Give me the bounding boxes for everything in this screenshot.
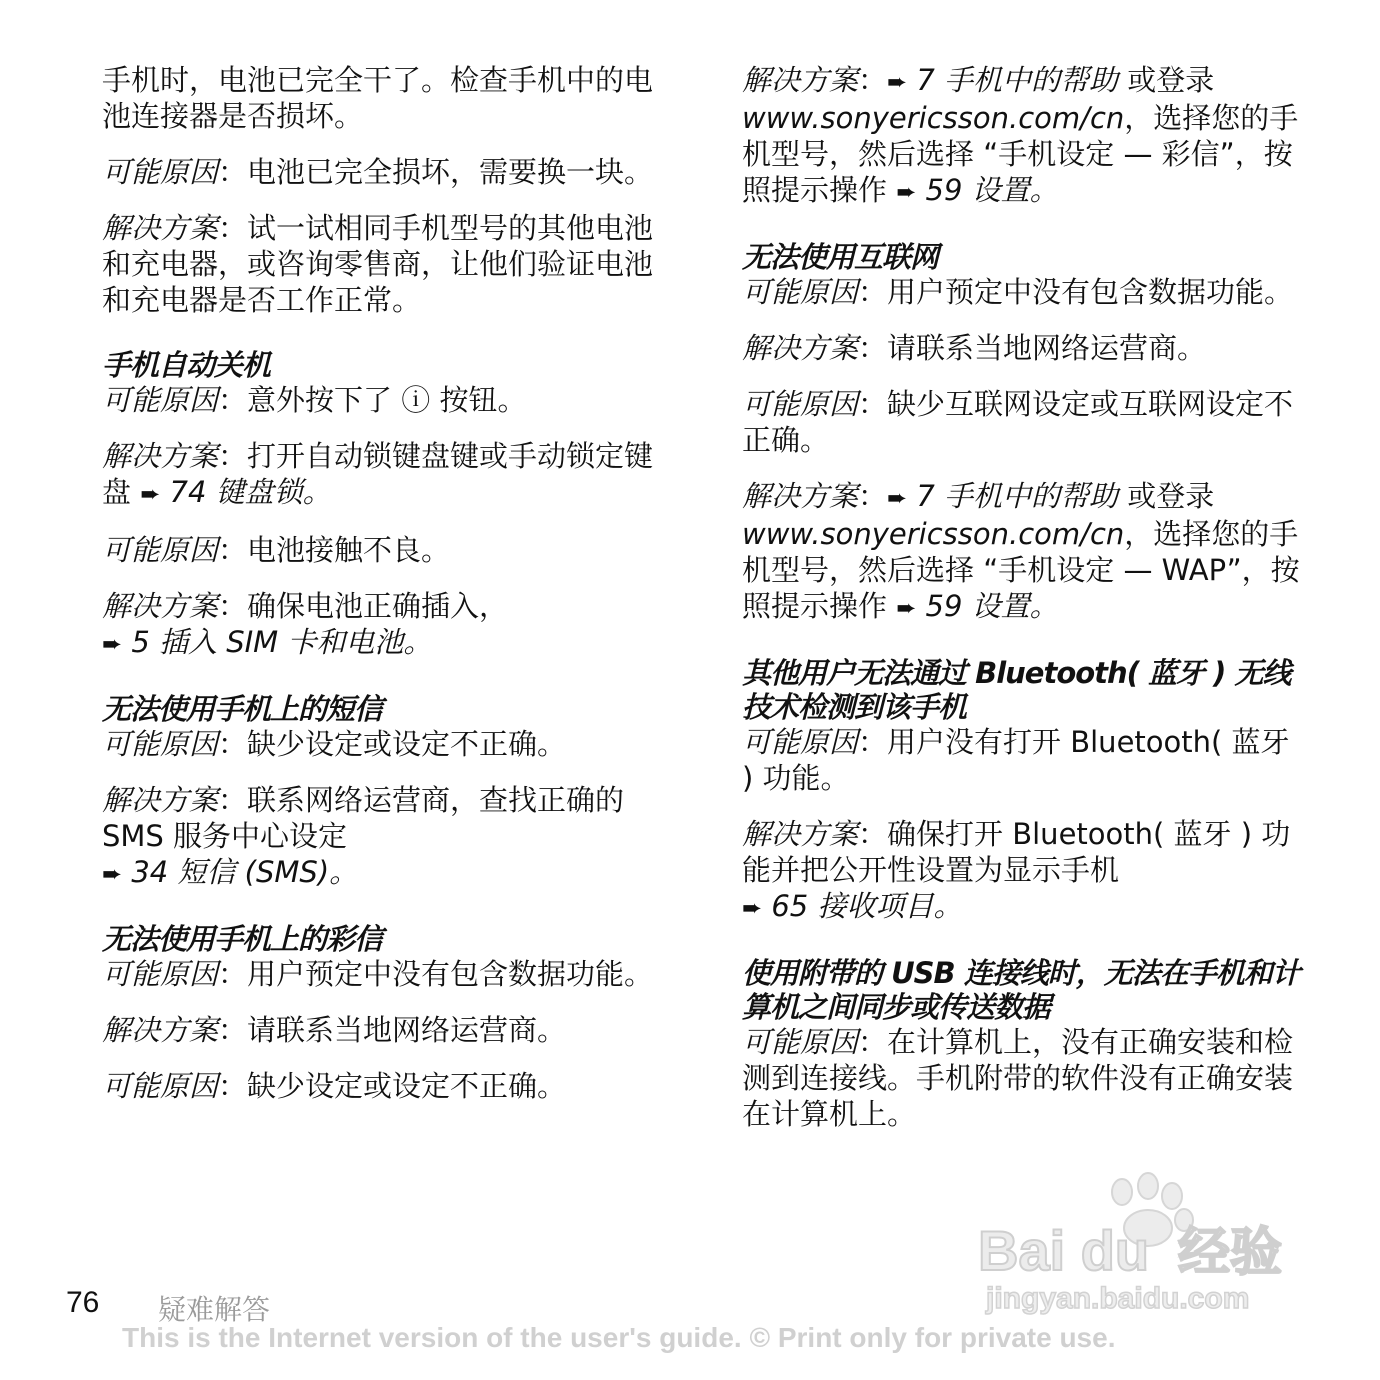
paragraph bbox=[102, 532, 662, 568]
arrow-right-icon: ➨ bbox=[887, 68, 908, 96]
arrow-right-icon: ➨ bbox=[896, 594, 917, 622]
paragraph bbox=[102, 588, 662, 662]
paragraph-text: ，选择您的手机型号，然后选择 “手机设定 — WAP”，按照提示操作 bbox=[742, 517, 1300, 623]
arrow-right-icon: ➨ bbox=[887, 484, 908, 512]
right-column bbox=[742, 62, 1302, 1152]
paragraph-text: 或登录 bbox=[1118, 63, 1215, 97]
solution-label: 解决方案 bbox=[742, 817, 859, 851]
arrow-right-icon: ➨ bbox=[102, 860, 123, 888]
solution-label: 解决方案 bbox=[742, 63, 859, 97]
paragraph-text: ：试一试相同手机型号的其他电池和充电器，或咨询零售商，让他们验证电池和充电器是否工作正常。 bbox=[102, 211, 654, 317]
section-name: 疑难解答 bbox=[158, 1293, 271, 1326]
paragraph-text: 手机时，电池已完全干了。检查手机中的电池连接器是否损坏。 bbox=[102, 63, 654, 133]
paragraph-text: ：确保打开 Bluetooth( 蓝牙 ) 功能并把公开性设置为显示手机 bbox=[742, 817, 1291, 887]
paragraph-text: ：意外按下了 ⓘ 按钮。 bbox=[218, 383, 527, 417]
paragraph bbox=[102, 382, 662, 418]
section-heading: 无法使用互联网 bbox=[742, 240, 939, 274]
paragraph-text: ：打开自动锁键盘键或手动锁定键盘 bbox=[102, 439, 654, 509]
paragraph bbox=[742, 330, 1302, 366]
paragraph bbox=[102, 210, 662, 318]
section-heading: 手机自动关机 bbox=[102, 348, 271, 382]
arrow-right-icon: ➨ bbox=[102, 630, 123, 658]
section-heading: 无法使用手机上的短信 bbox=[102, 692, 383, 726]
paragraph bbox=[742, 274, 1302, 310]
cross-reference: 34 短信 (SMS)。 bbox=[122, 855, 359, 889]
cause-label: 可能原因 bbox=[742, 387, 859, 421]
paragraph bbox=[742, 1024, 1302, 1132]
paragraph-text: ：用户没有打开 Bluetooth( 蓝牙 ) 功能。 bbox=[742, 725, 1290, 795]
cross-reference: 5 插入 SIM 卡和电池。 bbox=[122, 625, 433, 659]
paragraph-text: ：电池接触不良。 bbox=[218, 533, 451, 567]
footer-notice: This is the Internet version of the user's guide. © Print only for private use. bbox=[122, 1322, 1116, 1353]
cross-reference: 7 手机中的帮助 bbox=[907, 63, 1119, 97]
svg-text:Bai du: Bai du bbox=[978, 1219, 1150, 1282]
paragraph bbox=[102, 1068, 662, 1104]
paragraph-text: ：用户预定中没有包含数据功能。 bbox=[858, 275, 1294, 309]
arrow-right-icon: ➨ bbox=[742, 894, 763, 922]
paragraph-text: ：确保电池正确插入， bbox=[218, 589, 509, 623]
section-heading: 无法使用手机上的彩信 bbox=[102, 922, 383, 956]
section-heading: 其他用户无法通过 Bluetooth( 蓝牙 ) 无线技术检测到该手机 bbox=[742, 656, 1291, 724]
cross-reference: 59 设置。 bbox=[916, 589, 1059, 623]
paragraph bbox=[102, 154, 662, 190]
paragraph bbox=[742, 386, 1302, 458]
cause-label: 可能原因 bbox=[102, 533, 219, 567]
section-heading: 使用附带的 USB 连接线时，无法在手机和计算机之间同步或传送数据 bbox=[742, 956, 1300, 1024]
paragraph bbox=[102, 956, 662, 992]
cause-label: 可能原因 bbox=[102, 155, 219, 189]
paragraph-text: ： bbox=[858, 63, 888, 97]
paragraph bbox=[742, 816, 1302, 926]
paragraph-text: ：请联系当地网络运营商。 bbox=[218, 1013, 567, 1047]
paragraph bbox=[742, 478, 1302, 626]
solution-label: 解决方案 bbox=[742, 479, 859, 513]
paragraph bbox=[742, 724, 1302, 796]
cause-label: 可能原因 bbox=[742, 1025, 859, 1059]
arrow-right-icon: ➨ bbox=[896, 178, 917, 206]
paragraph-text: ： bbox=[858, 479, 888, 513]
website-link[interactable]: www.sonyericsson.com/cn bbox=[742, 101, 1125, 135]
paragraph bbox=[742, 62, 1302, 210]
cross-reference: 59 设置。 bbox=[916, 173, 1059, 207]
solution-label: 解决方案 bbox=[102, 439, 219, 473]
solution-label: 解决方案 bbox=[742, 331, 859, 365]
solution-label: 解决方案 bbox=[102, 783, 219, 817]
solution-label: 解决方案 bbox=[102, 1013, 219, 1047]
cause-label: 可能原因 bbox=[102, 957, 219, 991]
cross-reference: 65 接收项目。 bbox=[762, 889, 963, 923]
paragraph-text: ：联系网络运营商，查找正确的 SMS 服务中心设定 bbox=[102, 783, 625, 853]
left-column bbox=[102, 62, 662, 1124]
cause-label: 可能原因 bbox=[102, 383, 219, 417]
cross-reference: 7 手机中的帮助 bbox=[907, 479, 1119, 513]
paragraph-text: ：缺少设定或设定不正确。 bbox=[218, 727, 567, 761]
solution-label: 解决方案 bbox=[102, 211, 219, 245]
paragraph-text: ：电池已完全损坏，需要换一块。 bbox=[218, 155, 654, 189]
baidu-jingyan-watermark bbox=[972, 1170, 1302, 1320]
arrow-right-icon: ➨ bbox=[140, 480, 161, 508]
paragraph bbox=[102, 62, 662, 134]
paragraph-text: ：在计算机上，没有正确安装和检测到连接线。手机附带的软件没有正确安装在计算机上。 bbox=[742, 1025, 1294, 1131]
paragraph-text: 或登录 bbox=[1118, 479, 1215, 513]
paragraph bbox=[102, 438, 662, 512]
cause-label: 可能原因 bbox=[742, 275, 859, 309]
cause-label: 可能原因 bbox=[102, 727, 219, 761]
svg-text:jingyan.baidu.com: jingyan.baidu.com bbox=[986, 1282, 1250, 1315]
paragraph-text: ：缺少互联网设定或互联网设定不正确。 bbox=[742, 387, 1294, 457]
paragraph-text: ：缺少设定或设定不正确。 bbox=[218, 1069, 567, 1103]
paragraph-text: ：用户预定中没有包含数据功能。 bbox=[218, 957, 654, 991]
website-link[interactable]: www.sonyericsson.com/cn bbox=[742, 517, 1125, 551]
cause-label: 可能原因 bbox=[102, 1069, 219, 1103]
cause-label: 可能原因 bbox=[742, 725, 859, 759]
paragraph bbox=[102, 726, 662, 762]
paragraph bbox=[102, 782, 662, 892]
paragraph-text: ，选择您的手机型号，然后选择 “手机设定 — 彩信”，按照提示操作 bbox=[742, 101, 1299, 207]
cross-reference: 74 键盘锁。 bbox=[160, 475, 332, 509]
paragraph-text: ：请联系当地网络运营商。 bbox=[858, 331, 1207, 365]
solution-label: 解决方案 bbox=[102, 589, 219, 623]
svg-text:经验: 经验 bbox=[1178, 1223, 1283, 1283]
page-number: 76 bbox=[66, 1286, 100, 1319]
paragraph bbox=[102, 1012, 662, 1048]
